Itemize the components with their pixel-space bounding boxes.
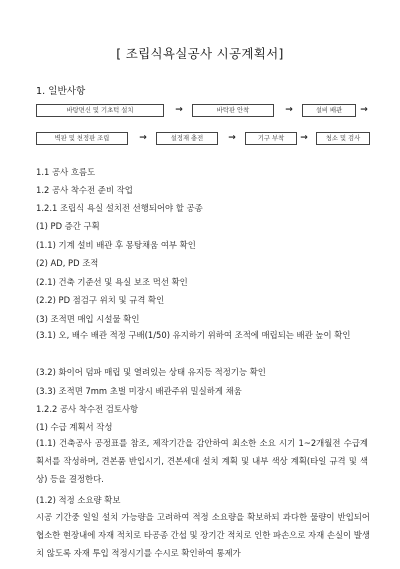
document-title: [ 조립식욕실공사 시공계획서] bbox=[116, 46, 284, 61]
flow-arrow: → bbox=[360, 105, 368, 115]
item-pd-partition: (1) PD 증간 구획 bbox=[36, 221, 100, 231]
subheading-flow: 1.1 공사 흐름도 bbox=[36, 167, 96, 177]
flow-arrow: → bbox=[175, 105, 183, 115]
item-text: (2.1) 건축 기준선 및 욕실 보조 먹선 확인 bbox=[36, 277, 188, 287]
flow-row-1 bbox=[36, 104, 370, 117]
item-text: (3.1) 오, 배수 배관 적정 구배(1/50) 유지하기 위하여 조적에 매립되는 배관 높이 확인 bbox=[36, 330, 351, 340]
flow-arrow: → bbox=[285, 105, 293, 115]
flow-step-1: 바탕면신 및 기초턱 설치 bbox=[36, 104, 164, 117]
flow-row-2 bbox=[36, 132, 370, 145]
flow-arrow: → bbox=[228, 133, 236, 143]
item-text: (1.2) 적정 소요량 확보 bbox=[36, 495, 121, 505]
subheading-prior-works: 1.2.1 조립식 욕실 설치전 선행되어야 할 공종 bbox=[36, 203, 203, 213]
flow-arrow: → bbox=[300, 133, 308, 143]
subheading-preparation: 1.2 공사 착수전 준비 작업 bbox=[36, 185, 133, 195]
flow-arrow: → bbox=[139, 133, 147, 143]
item-text: (1) 수급 계획서 작성 bbox=[36, 422, 113, 432]
section-heading-general: 1. 일반사항 bbox=[36, 86, 86, 97]
item-text: (3.3) 조적면 7mm 초벌 미장시 배관주위 밀실하게 채움 bbox=[36, 386, 242, 396]
item-paragraph: (1.1) 건축공사 공정표를 참조, 제작기간을 감안하여 최소한 소요 시기 1~2개월전 수급계획서를 작성하며, 견본품 반입시기, 견본세대 설치 계획 및 내부 색상 계획(타일 규격 및 색상) 등을 결정한다. bbox=[36, 438, 368, 484]
flow-step-4: 벽판 및 천정판 조립 bbox=[36, 132, 128, 145]
item-text: (3.2) 화이어 덤파 매립 및 열려있는 상태 유지등 적정기능 확인 bbox=[36, 367, 266, 377]
flow-step-7: 청소 및 검사 bbox=[316, 132, 370, 145]
flow-step-6: 기구 부착 bbox=[245, 132, 297, 145]
subheading-review: 1.2.2 공사 착수전 검토사항 bbox=[36, 404, 139, 414]
item-text: (2.2) PD 점검구 위치 및 규격 확인 bbox=[36, 295, 165, 305]
item-text: (1.1) 기계 설비 배관 후 몽탕채움 여부 확인 bbox=[36, 240, 196, 250]
flow-step-2: 바탁판 안착 bbox=[192, 104, 274, 117]
item-text: (3) 조적면 매입 시설물 확인 bbox=[36, 314, 140, 324]
flow-step-5: 설정재 충전 bbox=[156, 132, 218, 145]
item-text: (2) AD, PD 조적 bbox=[36, 258, 99, 268]
item-paragraph: 시공 기간중 일일 설치 가능량을 고려하여 적정 소요량을 확보하되 과다한 물량이 반입되어 협소한 현장내에 자재 적치로 타공종 간섭 및 장기간 적치로 인한 파손으로 자재 손실이 발생치 않도록 자재 투입 적정시기를 수시로 확인하여 통제가 bbox=[36, 512, 370, 558]
flow-step-3: 설비 배관 bbox=[302, 104, 356, 117]
